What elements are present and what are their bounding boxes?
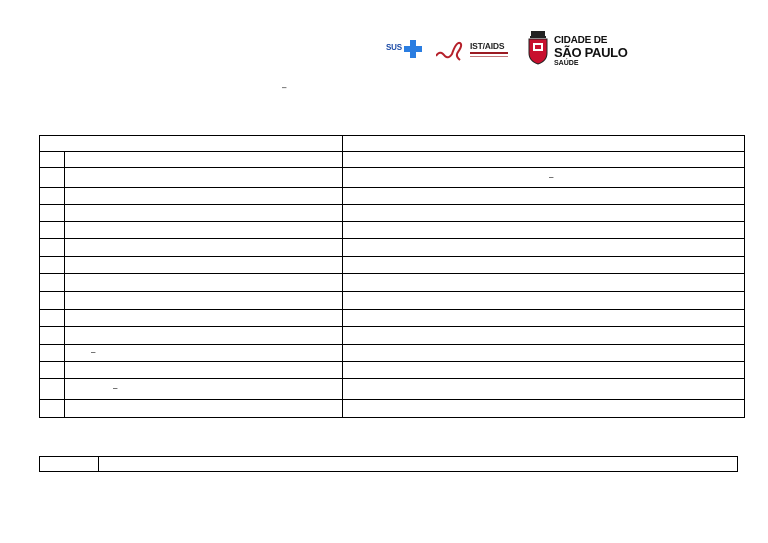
table-row [40, 274, 745, 292]
row-item [65, 400, 343, 418]
row-num [40, 379, 65, 400]
row-value [343, 257, 745, 274]
row-item [65, 327, 343, 345]
row-item [65, 168, 343, 188]
row-item [65, 222, 343, 239]
row-num [40, 205, 65, 222]
table-row [40, 379, 745, 400]
table-row [40, 362, 745, 379]
city-line2: SÃO PAULO [554, 45, 628, 60]
footer-label-cell [40, 457, 99, 472]
row-item [65, 205, 343, 222]
sus-logo-text: SUS [386, 43, 402, 52]
city-line3: SAÚDE [554, 60, 579, 67]
row-item [65, 362, 343, 379]
table-row [40, 257, 745, 274]
header-dash: – [282, 83, 287, 92]
row-item-dash: – [113, 383, 118, 393]
table-row [40, 222, 745, 239]
row-value [343, 400, 745, 418]
row-num [40, 327, 65, 345]
sus-logo [386, 40, 426, 58]
table-row [40, 310, 745, 327]
row-num [40, 222, 65, 239]
row-num [40, 400, 65, 418]
header-cell-left [40, 136, 343, 152]
table-row [40, 168, 745, 188]
row-item [65, 379, 343, 400]
table-row [40, 152, 745, 168]
row-item [65, 345, 343, 362]
header-logos [384, 30, 634, 72]
row-value [343, 152, 745, 168]
footer-value-cell [99, 457, 738, 472]
cidade-sao-paulo-logo [526, 30, 636, 72]
ribbon-icon [436, 40, 470, 62]
table-row [40, 400, 745, 418]
row-value [343, 168, 745, 188]
row-value [343, 222, 745, 239]
row-item [65, 274, 343, 292]
row-value [343, 274, 745, 292]
row-item-dash: – [91, 347, 96, 357]
row-num [40, 292, 65, 310]
city-crest-icon [528, 31, 548, 65]
row-value [343, 188, 745, 205]
row-num [40, 168, 65, 188]
row-num [40, 345, 65, 362]
row-item [65, 239, 343, 257]
row-num [40, 152, 65, 168]
table-row [40, 327, 745, 345]
table-row [40, 188, 745, 205]
row-num [40, 362, 65, 379]
row-value [343, 205, 745, 222]
row-value [343, 345, 745, 362]
table-row [40, 205, 745, 222]
table-row [40, 345, 745, 362]
table-row [40, 292, 745, 310]
row-item [65, 152, 343, 168]
row-num [40, 257, 65, 274]
footer-row [40, 457, 738, 472]
row-num [40, 188, 65, 205]
city-line1: CIDADE DE [554, 35, 608, 46]
main-table [39, 135, 745, 418]
header-cell-right [343, 136, 745, 152]
row-value [343, 292, 745, 310]
row-num [40, 274, 65, 292]
row-value [343, 327, 745, 345]
row-item [65, 257, 343, 274]
row-num [40, 310, 65, 327]
row-item [65, 292, 343, 310]
row-item [65, 310, 343, 327]
footer-table [39, 456, 738, 472]
row-value [343, 379, 745, 400]
sus-cross-icon [404, 40, 422, 58]
table-row [40, 239, 745, 257]
row-value [343, 362, 745, 379]
table-header-row [40, 136, 745, 152]
ist-aids-text: IST/AIDS [470, 41, 505, 51]
row-num [40, 239, 65, 257]
row-item [65, 188, 343, 205]
ist-aids-logo [436, 36, 511, 64]
row-value [343, 239, 745, 257]
row-value [343, 310, 745, 327]
row-value-dash: – [549, 172, 554, 182]
